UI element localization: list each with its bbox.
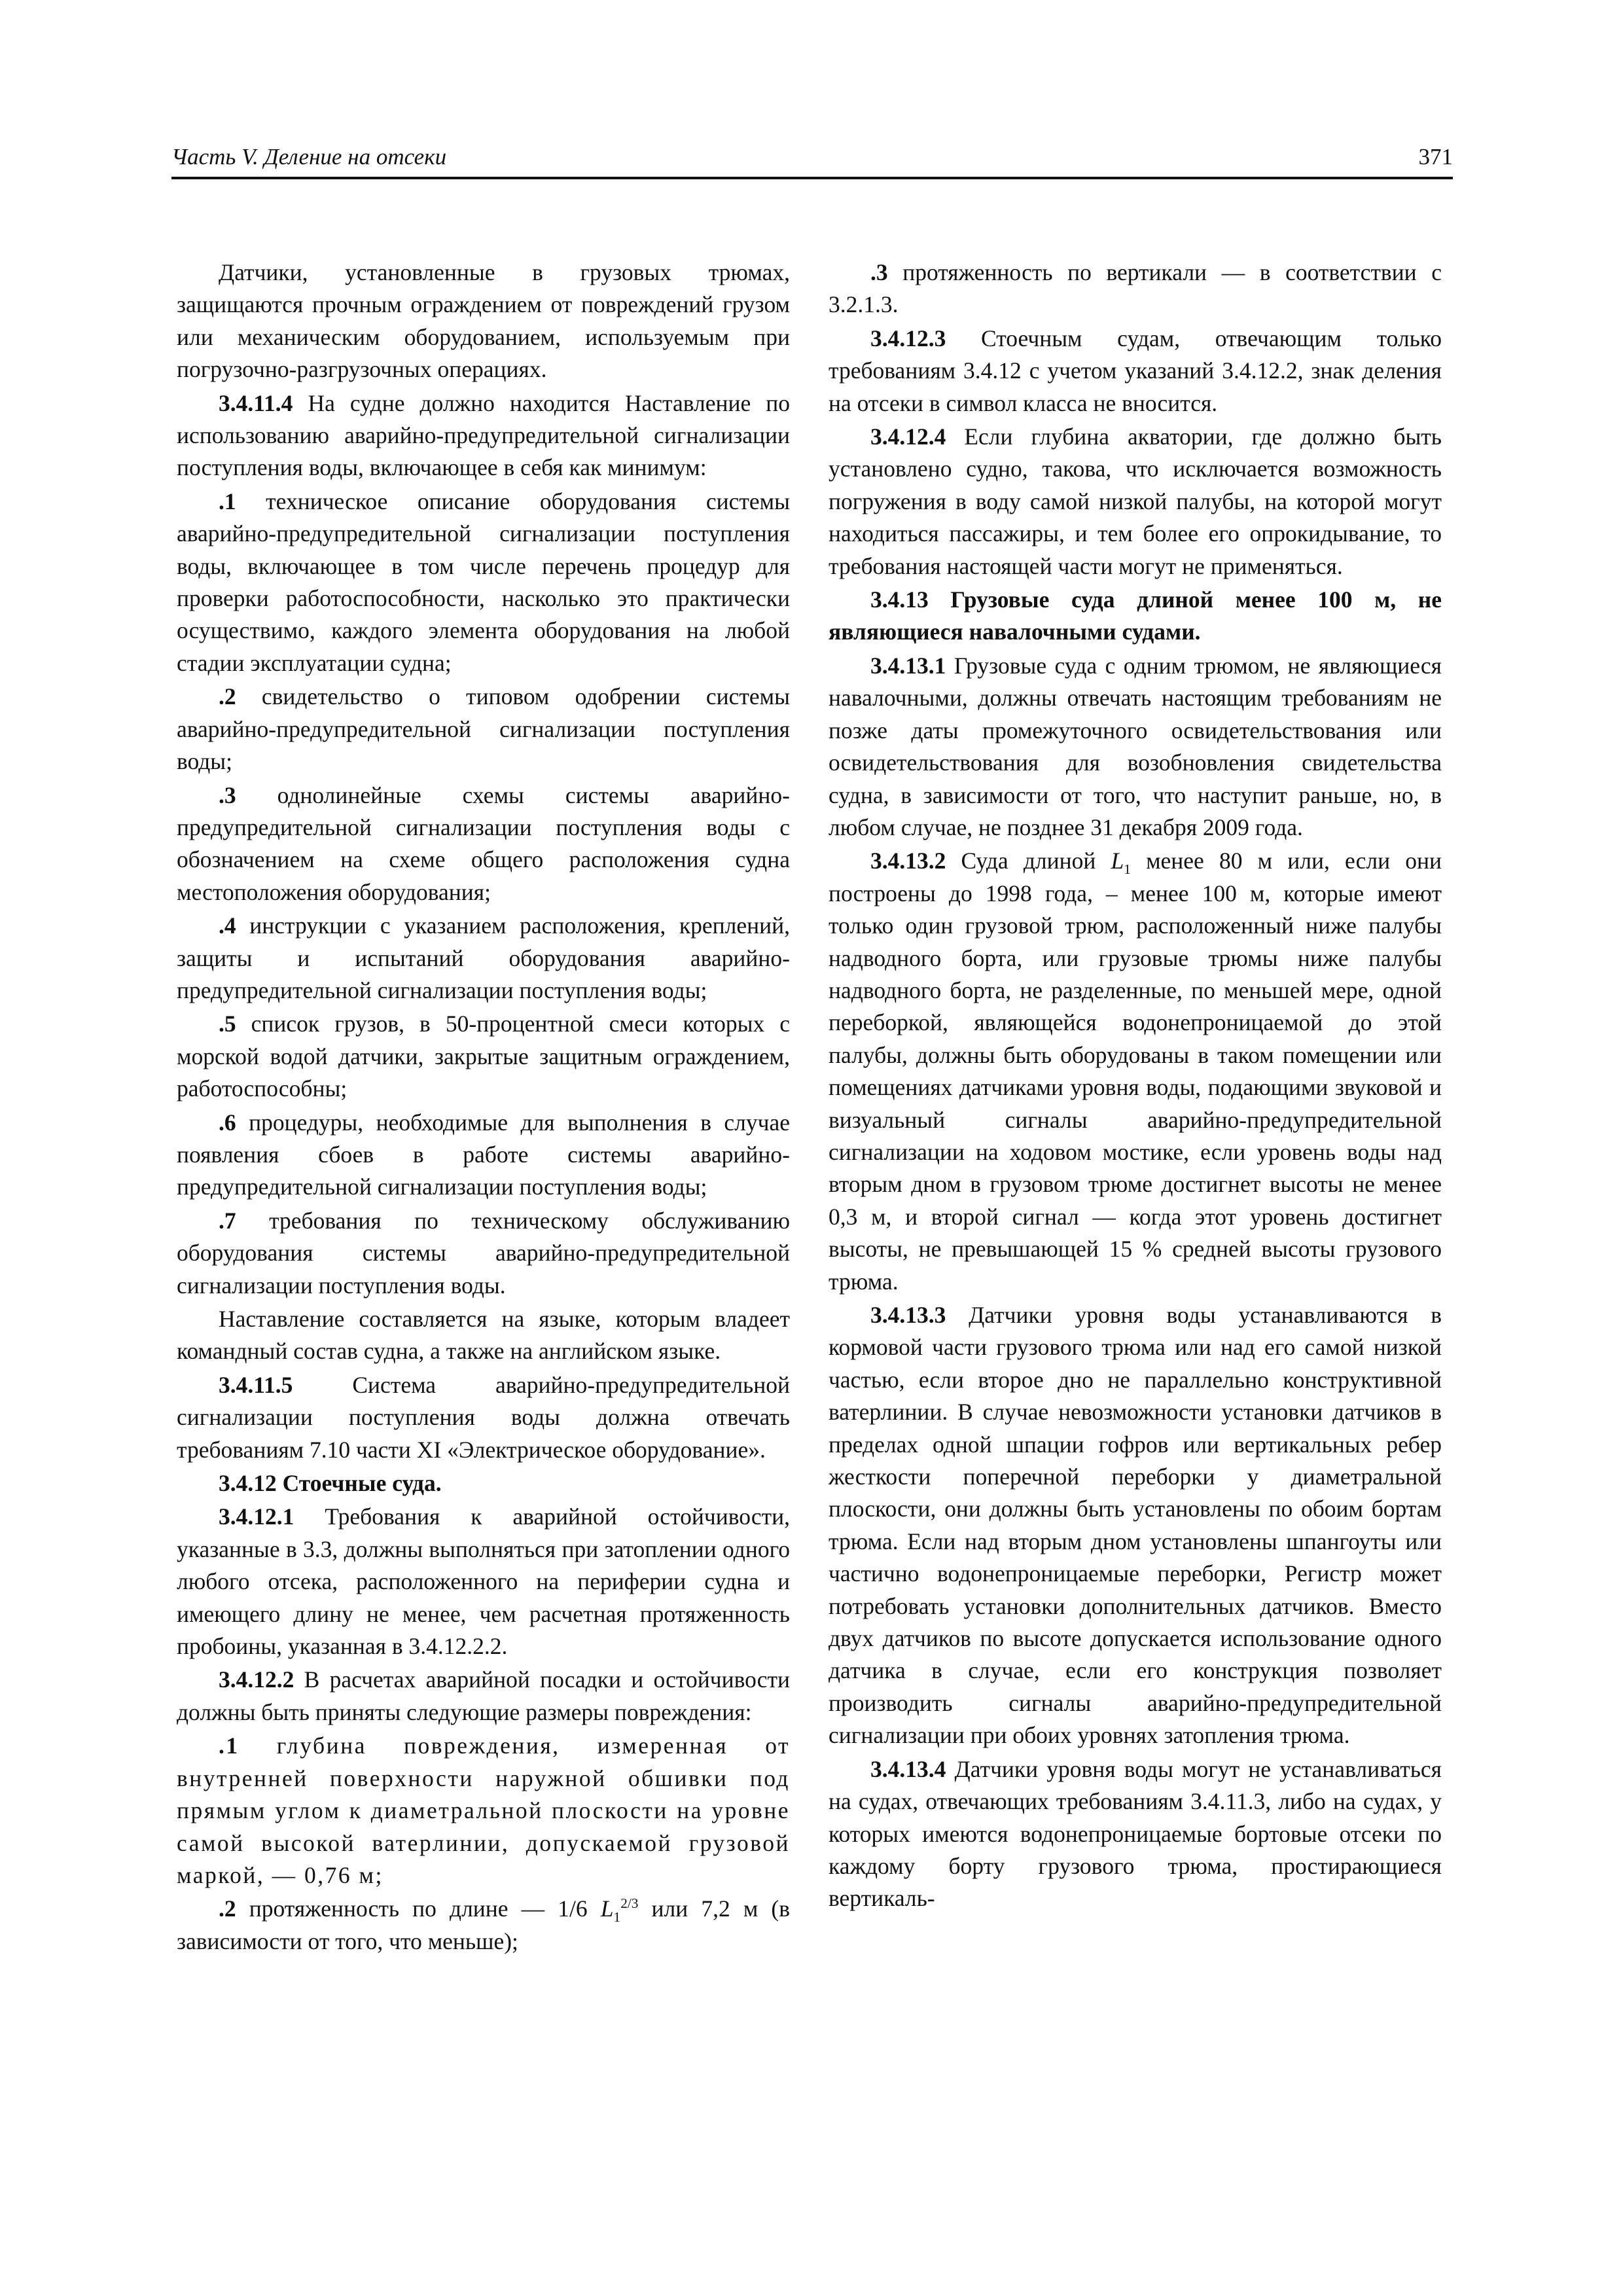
paragraph: .1 техническое описание оборудования системы аварийно-предупредительной сигнализации поступления воды, включающее в том числе перечень процедур для проверки работоспособности, насколько это практически осуществимо, каждого элемента оборудования на любой стадии эксплуатации судна;: [177, 488, 790, 676]
paragraph: .3 протяженность по вертикали — в соответствии с 3.2.1.3.: [829, 259, 1442, 318]
clause-number: 3.4.12.2: [219, 1666, 294, 1693]
paragraph: 3.4.13.4 Датчики уровня воды могут не устанавливаться на судах, отвечающих требованиям 3.4.11.3, либо на судах, у которых имеются водонепроницаемые бортовые отсеки по каждому борту грузового трюма, простирающиеся вертикаль-: [829, 1755, 1442, 1912]
item-number: .2: [219, 683, 236, 710]
paragraph: 3.4.11.4 На судне должно находится Наставление по использованию аварийно-предупредительной сигнализации поступления воды, включающее в себя как минимум:: [177, 389, 790, 481]
clause-number: 3.4.13.4: [870, 1755, 946, 1782]
paragraph: .1 глубина повреждения, измеренная от внутренней поверхности наружной обшивки под прямым углом к диаметральной плоскости на уровне самой высокой ватерлинии, допускаемой грузовой маркой, — 0,76 м;: [177, 1732, 790, 1888]
paragraph: .2 протяженность по длине — 1/6 $L_1^{2/3}$ или 7,2 м (в зависимости от того, что меньше);: [177, 1895, 791, 1954]
item-number: .4: [219, 912, 236, 939]
clause-number: 3.4.13.2: [870, 848, 946, 874]
item-number: .5: [219, 1011, 236, 1037]
formula-symbol: L: [600, 1895, 614, 1922]
clause-number: 3.4.12.3: [870, 325, 946, 351]
paragraph: 3.4.12.4 Если глубина акватории, где должно быть установлено судно, такова, что исключается возможность погружения в воду самой низкой палубы, на которой могут находиться пассажиры, и тем более его опрокидывание, то требования настоящей части могут не применяться.: [829, 423, 1442, 579]
right-column: [829, 257, 1442, 1916]
paragraph: 3.4.12.3 Стоечным судам, отвечающим только требованиям 3.4.12 с учетом указаний 3.4.12.2, знак деления на отсеки в символ класса не вносится.: [829, 325, 1442, 416]
item-number: .6: [219, 1109, 236, 1136]
section-heading: 3.4.12 Стоечные суда.: [219, 1470, 442, 1497]
header-title: Часть V. Деление на отсеки: [171, 144, 447, 170]
paragraph: 3.4.13.3 Датчики уровня воды устанавливаются в кормовой части грузового трюма или над его самой низкой частью, если второе дно не параллельно конструктивной ватерлинии. В случае невозможности установки датчиков в пределах одной шпации гофров или вертикальных ребер жесткости поперечной переборки у диаметральной плоскости, они должны быть установлены по обоим бортам трюма. Если над вторым дном установлены шпангоуты или частично водонепроницаемые переборки, Регистр может потребовать установки дополнительных датчиков. Вместо двух датчиков по высоте допускается использование одного датчика в случае, если его конструкция позволяет производить сигналы аварийно-предупредительной сигнализации при обоих уровнях затопления трюма.: [829, 1302, 1442, 1749]
paragraph: .2 свидетельство о типовом одобрении системы аварийно-предупредительной сигнализации поступления воды;: [177, 683, 790, 775]
paragraph: .3 однолинейные схемы системы аварийно-предупредительной сигнализации поступления воды с обозначением на схеме общего расположения судна местоположения оборудования;: [177, 781, 790, 905]
item-number: .7: [219, 1207, 236, 1234]
clause-number: 3.4.12.1: [219, 1503, 294, 1530]
formula-symbol: L: [1111, 848, 1124, 874]
section-heading: 3.4.13 Грузовые суда длиной менее 100 м, не являющиеся навалочными судами.: [829, 586, 1442, 645]
item-number: .3: [219, 781, 236, 808]
paragraph: 3.4.12.2 В расчетах аварийной посадки и остойчивости должны быть приняты следующие размеры повреждения:: [177, 1666, 790, 1725]
item-number: .1: [219, 1732, 240, 1759]
paragraph: 3.4.13.1 Грузовые суда с одним трюмом, не являющиеся навалочными, должны отвечать настоящим требованиям не позже даты промежуточного освидетельствования или освидетельствования для возобновления свидетельства судна, в зависимости от того, что наступит раньше, но, в любом случае, не позднее 31 декабря 2009 года.: [829, 652, 1442, 840]
paragraph: Датчики, установленные в грузовых трюмах, защищаются прочным ограждением от повреждений грузом или механическим оборудованием, используемым при погрузочно-разгрузочных операциях.: [177, 259, 790, 383]
paragraph: .4 инструкции с указанием расположения, креплений, защиты и испытаний оборудования аварийно-предупредительной сигнализации поступления воды;: [177, 912, 790, 1003]
item-number: .1: [219, 488, 236, 514]
paragraph: .7 требования по техническому обслуживанию оборудования системы аварийно-предупредительной сигнализации поступления воды.: [177, 1207, 790, 1299]
paragraph: .5 список грузов, в 50-процентной смеси которых с морской водой датчики, закрытые защитным ограждением, работоспособны;: [177, 1011, 790, 1102]
clause-number: 3.4.11.5: [219, 1371, 293, 1398]
paragraph: 3.4.13.2 Суда длиной $L_1$ менее 80 м или, если они построены до 1998 года, – менее 100 м, которые имеют только один грузовой трюм, расположенный ниже палубы надводного борта, или грузовые трюмы ниже палубы надводного борта, не разделенные, по меньшей мере, одной переборкой, являющейся водонепроницаемой до этой палубы, должны быть оборудованы в таком помещении или помещениях датчиками уровня воды, подающими звуковой и визуальный сигналы аварийно-предупредительной сигнализации на ходовом мостике, если уровень воды над вторым дном в грузовом трюме достигнет высоты не менее 0,3 м, и второй сигнал — когда этот уровень достигнет высоты, не превышающей 15 % средней высоты грузового трюма.: [829, 848, 1442, 1295]
paragraph: 3.4.11.5 Система аварийно-предупредительной сигнализации поступления воды должна отвечать требованиям 7.10 части XI «Электрическое оборудование».: [177, 1371, 790, 1463]
header-rule: [171, 177, 1453, 179]
left-column: [177, 257, 790, 1959]
clause-number: 3.4.12.4: [870, 423, 946, 450]
page-number: 371: [1418, 144, 1453, 170]
clause-number: 3.4.11.4: [219, 389, 293, 416]
paragraph: 3.4.12.1 Требования к аварийной остойчивости, указанные в 3.3, должны выполняться при затоплении одного любого отсека, расположенного на периферии судна и имеющего длину не менее, чем расчетная протяженность пробоины, указанная в 3.4.12.2.2.: [177, 1503, 790, 1660]
running-header: [171, 143, 1453, 179]
item-number: .2: [219, 1895, 236, 1922]
clause-number: 3.4.13.3: [870, 1302, 946, 1328]
item-number: .3: [870, 259, 888, 285]
paragraph: Наставление составляется на языке, которым владеет командный состав судна, а также на английском языке.: [177, 1306, 790, 1365]
paragraph: .6 процедуры, необходимые для выполнения в случае появления сбоев в работе системы аварийно-предупредительной сигнализации поступления воды;: [177, 1109, 790, 1200]
clause-number: 3.4.13.1: [870, 652, 946, 679]
